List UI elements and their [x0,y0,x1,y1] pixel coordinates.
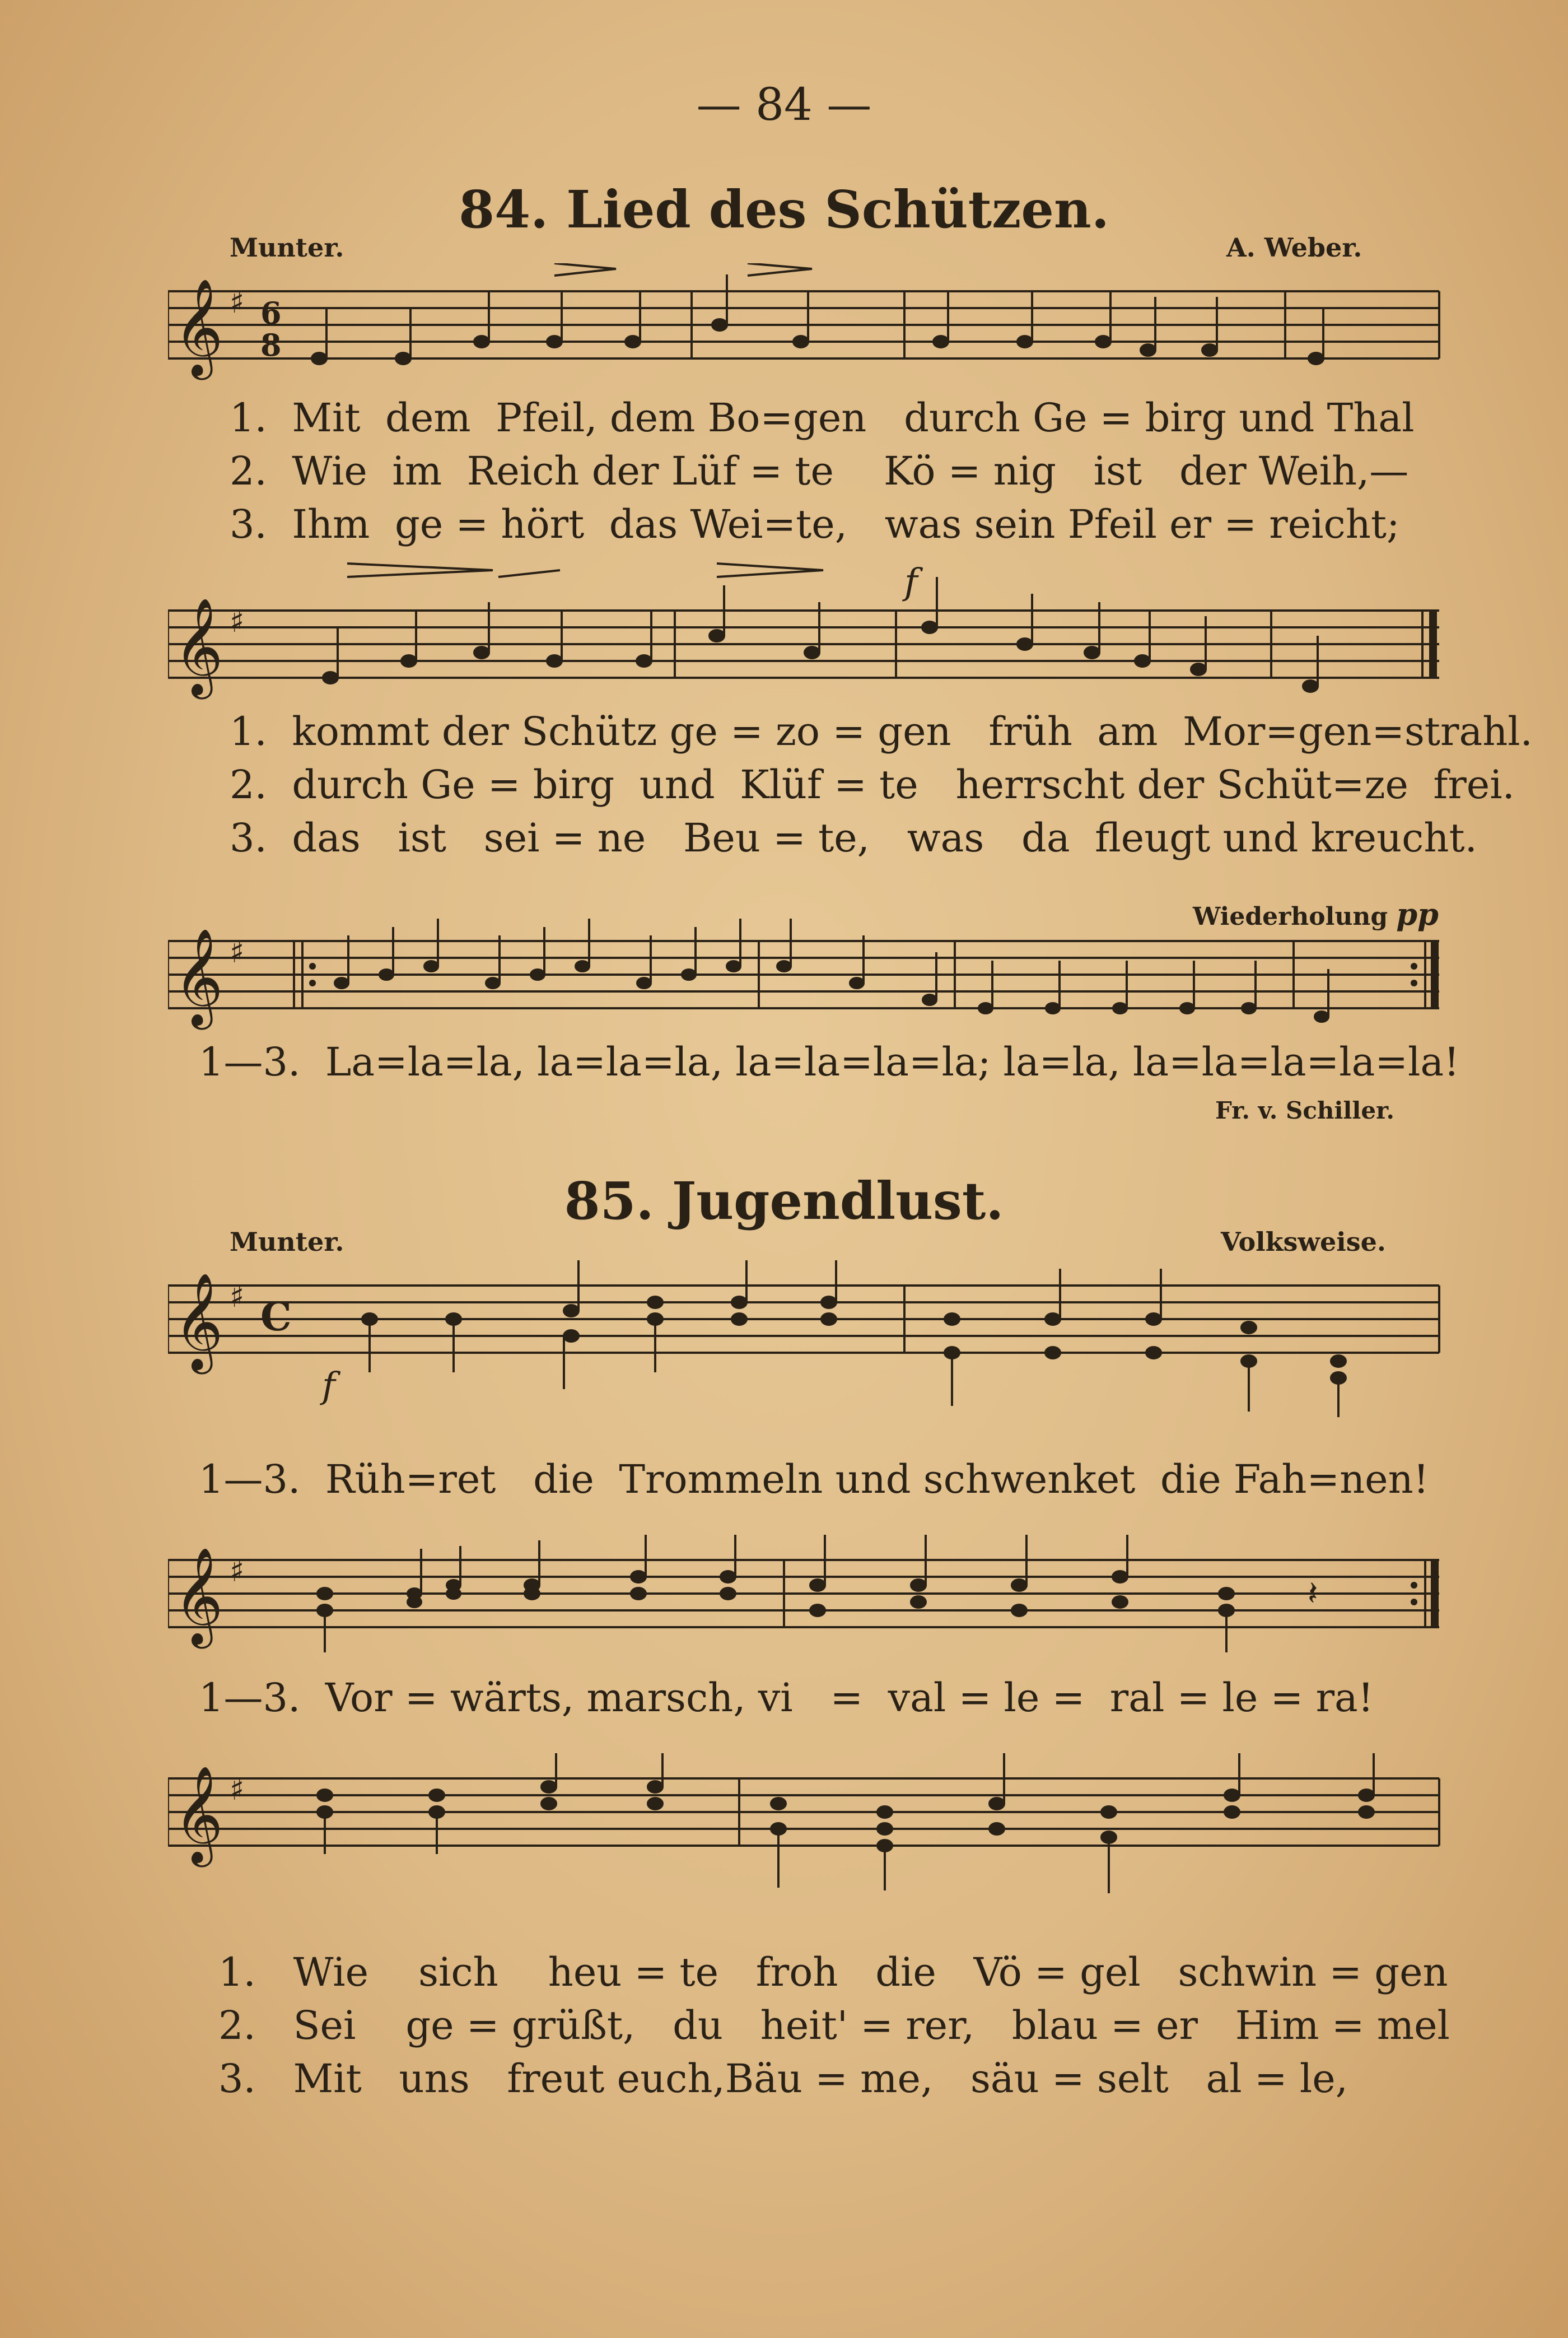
song-84-verse-1b: 1. kommt der Schütz ge = zo = gen früh am Mor=gen=strahl. [230,709,1533,755]
song-84-notes-1 [312,274,1323,364]
song-84-composer: A. Weber. [1226,232,1362,263]
song-84-refrain: 1—3. La=la=la, la=la=la, la=la=la=la; la=la, la=la=la=la=la! [199,1039,1460,1085]
song-84-staff-2 [168,560,1445,717]
song-84-staff-3 [168,919,1445,1047]
song-85-notes-1 [362,1260,1346,1417]
song-84-staff-1 [168,263,1445,403]
song-84-author: Fr. v. Schiller. [1215,1097,1394,1124]
rest-icon: 𝄽 [1308,1574,1318,1613]
sharp-icon: ♯ [230,1772,245,1807]
song-84-verse-3b: 3. das ist sei = ne Beu = te, was da fleugt und kreucht. [230,815,1477,861]
song-85-verse-2: 2. Sei ge = grüßt, du heit' = rer, blau = er Him = mel [218,2002,1450,2048]
song-84-notes-3 [335,919,1328,1022]
song-85-notes-3 [318,1753,1374,1893]
song-85-verse-1: 1. Wie sich heu = te froh die Vö = gel schwin = gen [218,1949,1448,1995]
treble-clef-icon: 𝄞 [174,928,223,1026]
sharp-icon: ♯ [230,604,245,639]
repeat-label: Wiederholung pp [1193,896,1439,932]
sharp-icon: ♯ [230,1553,245,1589]
song-84-verse-3a: 3. Ihm ge = hört das Wei=te, was sein Pfeil er = reicht; [230,501,1400,547]
dynamic-forte: f [904,561,918,603]
decrescendo-icon [748,263,812,276]
decrescendo-icon [717,563,823,577]
song-85-title: 85. Jugendlust. [564,1171,1004,1231]
treble-clef-icon: 𝄞 [174,1547,223,1645]
song-85-composer: Volksweise. [1221,1227,1386,1257]
treble-clef-icon: 𝄞 [174,278,223,376]
treble-clef-icon: 𝄞 [174,1766,223,1863]
song-85-staff-1 [168,1260,1445,1428]
dynamic-forte: f [322,1365,335,1406]
svg-text:8: 8 [260,327,282,363]
song-84-tempo: Munter. [230,232,344,263]
song-84-notes-2 [323,577,1318,692]
common-time-icon: C [260,1293,292,1340]
treble-clef-icon: 𝄞 [174,598,223,695]
sharp-icon: ♯ [230,1279,245,1314]
page-number: — 84 — [696,78,872,131]
song-84-title: 84. Lied des Schützen. [459,179,1109,240]
song-85-tempo: Munter. [230,1227,344,1257]
song-84-verse-1a: 1. Mit dem Pfeil, dem Bo=gen durch Ge = birg und Thal [230,395,1415,441]
song-85-staff-3 [168,1753,1445,1921]
song-85-staff-2 [168,1535,1445,1664]
song-85-line-1: 1—3. Rüh=ret die Trommeln und schwenket die Fah=nen! [199,1456,1429,1502]
sharp-icon: ♯ [230,285,245,320]
song-84-verse-2b: 2. durch Ge = birg und Klüf = te herrscht der Schüt=ze frei. [230,762,1515,808]
svg-text:6: 6 [260,295,282,331]
sharp-icon: ♯ [230,934,245,970]
song-84-verse-2a: 2. Wie im Reich der Lüf = te Kö = nig ist der Weih,— [230,448,1409,494]
song-85-line-2: 1—3. Vor = wärts, marsch, vi = val = le = ral = le = ra! [199,1675,1374,1721]
crescendo-icon [554,263,616,276]
treble-clef-icon: 𝄞 [174,1273,223,1370]
crescendo-icon [347,563,493,577]
song-85-verse-3: 3. Mit uns freut euch,Bäu = me, säu = selt al = le, [218,2056,1348,2102]
